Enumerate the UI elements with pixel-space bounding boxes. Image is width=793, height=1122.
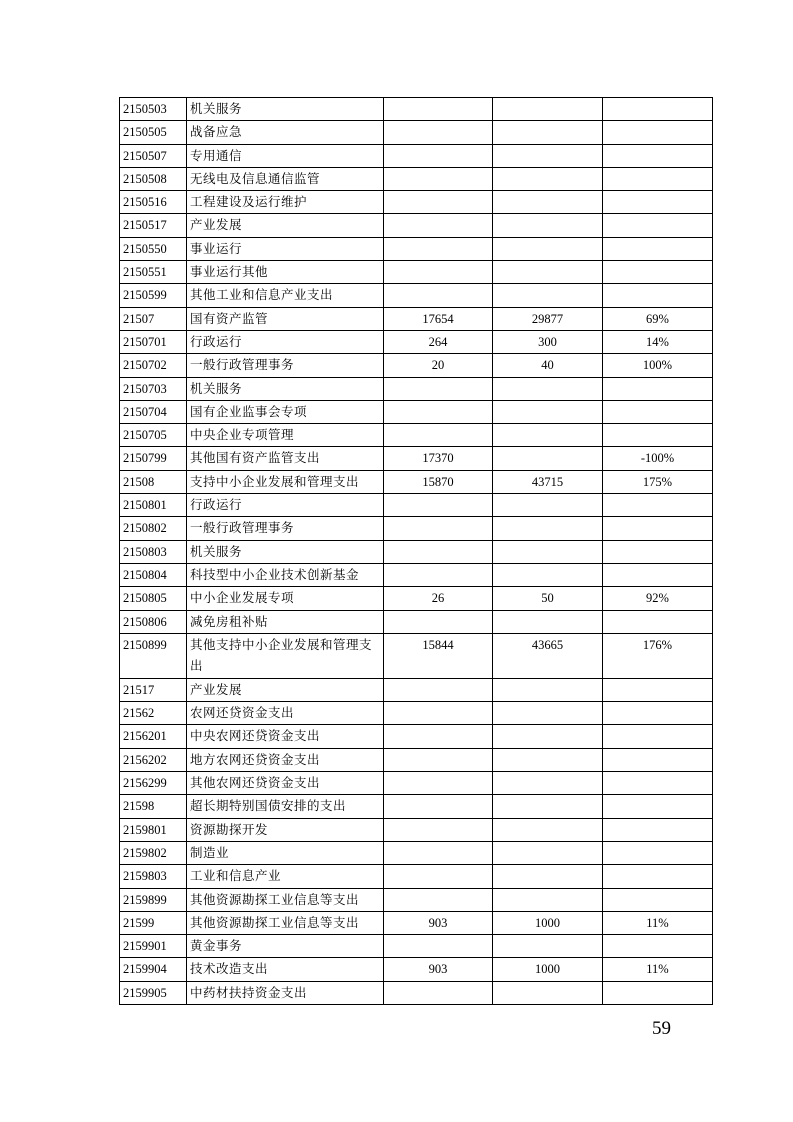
table-row	[120, 98, 713, 121]
row-percent	[603, 563, 713, 586]
table-row	[120, 702, 713, 725]
row-value-2: 40	[493, 354, 603, 377]
table-row	[120, 540, 713, 563]
row-value-2	[493, 167, 603, 190]
row-code: 2150551	[120, 261, 187, 284]
row-percent	[603, 237, 713, 260]
row-value-1	[384, 494, 493, 517]
row-code: 2156202	[120, 748, 187, 771]
row-value-2	[493, 540, 603, 563]
row-value-2	[493, 284, 603, 307]
row-name: 机关服务	[187, 98, 384, 121]
table-row	[120, 610, 713, 633]
table-row	[120, 795, 713, 818]
row-name: 中药材扶持资金支出	[187, 981, 384, 1004]
row-value-1	[384, 772, 493, 795]
row-code: 2150702	[120, 354, 187, 377]
row-code: 2156201	[120, 725, 187, 748]
table-row	[120, 865, 713, 888]
row-value-1	[384, 610, 493, 633]
row-name: 科技型中小企业技术创新基金	[187, 563, 384, 586]
table-row	[120, 888, 713, 911]
row-percent: 92%	[603, 587, 713, 610]
row-value-1	[384, 121, 493, 144]
row-value-2	[493, 841, 603, 864]
row-name: 其他资源勘探工业信息等支出	[187, 911, 384, 934]
table-row	[120, 678, 713, 701]
row-value-1	[384, 424, 493, 447]
row-value-1	[384, 678, 493, 701]
row-value-1	[384, 818, 493, 841]
row-percent	[603, 818, 713, 841]
table-row	[120, 587, 713, 610]
row-value-2	[493, 447, 603, 470]
table-row	[120, 330, 713, 353]
row-value-2	[493, 818, 603, 841]
row-value-1: 17654	[384, 307, 493, 330]
row-percent: 69%	[603, 307, 713, 330]
row-value-2	[493, 494, 603, 517]
row-value-2	[493, 261, 603, 284]
page-number: 59	[652, 1018, 671, 1039]
row-name: 专用通信	[187, 144, 384, 167]
row-name: 中央农网还贷资金支出	[187, 725, 384, 748]
row-value-1	[384, 725, 493, 748]
row-code: 2150803	[120, 540, 187, 563]
table-row	[120, 470, 713, 493]
row-value-1: 264	[384, 330, 493, 353]
row-value-2	[493, 400, 603, 423]
row-value-1	[384, 981, 493, 1004]
row-name: 事业运行其他	[187, 261, 384, 284]
row-percent: 11%	[603, 911, 713, 934]
row-name: 其他工业和信息产业支出	[187, 284, 384, 307]
row-value-1: 26	[384, 587, 493, 610]
row-value-2	[493, 725, 603, 748]
row-value-1	[384, 841, 493, 864]
table-row	[120, 633, 713, 678]
row-code: 21598	[120, 795, 187, 818]
row-percent	[603, 98, 713, 121]
row-code: 2150516	[120, 191, 187, 214]
row-value-2	[493, 772, 603, 795]
row-code: 21562	[120, 702, 187, 725]
row-value-2	[493, 424, 603, 447]
row-value-2: 50	[493, 587, 603, 610]
row-percent	[603, 144, 713, 167]
row-value-1	[384, 191, 493, 214]
row-percent	[603, 214, 713, 237]
table-row	[120, 144, 713, 167]
row-value-1	[384, 167, 493, 190]
row-percent	[603, 865, 713, 888]
row-value-1: 17370	[384, 447, 493, 470]
row-code: 2150503	[120, 98, 187, 121]
row-value-2	[493, 748, 603, 771]
row-code: 2159901	[120, 935, 187, 958]
row-value-2	[493, 702, 603, 725]
row-percent	[603, 377, 713, 400]
row-value-2	[493, 795, 603, 818]
row-value-2	[493, 981, 603, 1004]
row-name: 中小企业发展专项	[187, 587, 384, 610]
table-row	[120, 517, 713, 540]
row-code: 2150703	[120, 377, 187, 400]
row-value-1: 903	[384, 911, 493, 934]
row-percent	[603, 424, 713, 447]
table-row	[120, 841, 713, 864]
row-code: 2150899	[120, 633, 187, 678]
row-name: 国有企业监事会专项	[187, 400, 384, 423]
row-percent	[603, 935, 713, 958]
table-row	[120, 725, 713, 748]
row-value-2	[493, 935, 603, 958]
table-row	[120, 400, 713, 423]
row-name: 行政运行	[187, 494, 384, 517]
row-code: 2150805	[120, 587, 187, 610]
row-value-2	[493, 121, 603, 144]
row-percent	[603, 725, 713, 748]
table-row	[120, 494, 713, 517]
row-value-2	[493, 865, 603, 888]
budget-table	[119, 97, 713, 1005]
row-name: 其他资源勘探工业信息等支出	[187, 888, 384, 911]
table-row	[120, 911, 713, 934]
row-percent	[603, 888, 713, 911]
row-percent	[603, 702, 713, 725]
table-row	[120, 284, 713, 307]
row-name: 中央企业专项管理	[187, 424, 384, 447]
row-value-2	[493, 888, 603, 911]
row-name: 工业和信息产业	[187, 865, 384, 888]
row-code: 21599	[120, 911, 187, 934]
row-name: 产业发展	[187, 678, 384, 701]
row-value-1	[384, 284, 493, 307]
row-code: 21508	[120, 470, 187, 493]
row-value-1: 15870	[384, 470, 493, 493]
row-code: 2150701	[120, 330, 187, 353]
row-value-1	[384, 748, 493, 771]
row-code: 2150550	[120, 237, 187, 260]
row-value-1	[384, 795, 493, 818]
table-row	[120, 748, 713, 771]
row-percent	[603, 748, 713, 771]
row-name: 制造业	[187, 841, 384, 864]
row-name: 战备应急	[187, 121, 384, 144]
row-value-2: 1000	[493, 958, 603, 981]
row-value-2	[493, 191, 603, 214]
row-code: 2159904	[120, 958, 187, 981]
table-row	[120, 447, 713, 470]
table-row	[120, 981, 713, 1004]
row-value-2	[493, 563, 603, 586]
row-code: 2159801	[120, 818, 187, 841]
row-code: 2159899	[120, 888, 187, 911]
row-value-2: 43715	[493, 470, 603, 493]
row-percent	[603, 191, 713, 214]
row-name: 黄金事务	[187, 935, 384, 958]
table-row	[120, 307, 713, 330]
row-percent	[603, 540, 713, 563]
table-row	[120, 935, 713, 958]
row-code: 2150801	[120, 494, 187, 517]
row-name: 资源勘探开发	[187, 818, 384, 841]
row-code: 2150806	[120, 610, 187, 633]
row-value-1	[384, 144, 493, 167]
row-code: 2150802	[120, 517, 187, 540]
row-value-1	[384, 540, 493, 563]
row-code: 2159803	[120, 865, 187, 888]
row-percent	[603, 121, 713, 144]
row-code: 21507	[120, 307, 187, 330]
row-percent	[603, 678, 713, 701]
row-value-1	[384, 214, 493, 237]
row-value-1: 903	[384, 958, 493, 981]
row-name: 工程建设及运行维护	[187, 191, 384, 214]
row-code: 2150705	[120, 424, 187, 447]
row-code: 21517	[120, 678, 187, 701]
row-percent: 100%	[603, 354, 713, 377]
table-row	[120, 237, 713, 260]
row-value-2	[493, 377, 603, 400]
row-name: 减免房租补贴	[187, 610, 384, 633]
row-percent	[603, 795, 713, 818]
row-value-1	[384, 935, 493, 958]
row-percent: 11%	[603, 958, 713, 981]
row-name: 其他支持中小企业发展和管理支出	[187, 633, 384, 678]
row-code: 2150804	[120, 563, 187, 586]
table-row	[120, 191, 713, 214]
row-percent: 175%	[603, 470, 713, 493]
row-value-1	[384, 261, 493, 284]
row-code: 2150508	[120, 167, 187, 190]
row-value-2	[493, 144, 603, 167]
row-name: 其他农网还贷资金支出	[187, 772, 384, 795]
row-name: 机关服务	[187, 377, 384, 400]
row-percent	[603, 400, 713, 423]
row-value-2	[493, 678, 603, 701]
row-percent	[603, 981, 713, 1004]
row-value-2: 300	[493, 330, 603, 353]
row-percent	[603, 772, 713, 795]
table-row	[120, 377, 713, 400]
table-row	[120, 354, 713, 377]
row-value-2: 43665	[493, 633, 603, 678]
row-value-2	[493, 214, 603, 237]
table-row	[120, 167, 713, 190]
row-value-1	[384, 702, 493, 725]
row-value-1	[384, 377, 493, 400]
row-code: 2150599	[120, 284, 187, 307]
row-percent	[603, 517, 713, 540]
row-name: 国有资产监管	[187, 307, 384, 330]
row-value-1	[384, 517, 493, 540]
row-value-1: 15844	[384, 633, 493, 678]
row-name: 一般行政管理事务	[187, 354, 384, 377]
row-value-1	[384, 400, 493, 423]
row-name: 地方农网还贷资金支出	[187, 748, 384, 771]
row-percent	[603, 494, 713, 517]
row-name: 无线电及信息通信监管	[187, 167, 384, 190]
row-code: 2150505	[120, 121, 187, 144]
row-percent	[603, 284, 713, 307]
row-value-2	[493, 237, 603, 260]
row-name: 机关服务	[187, 540, 384, 563]
row-name: 技术改造支出	[187, 958, 384, 981]
row-value-2	[493, 610, 603, 633]
row-percent: -100%	[603, 447, 713, 470]
row-value-1	[384, 865, 493, 888]
table-row	[120, 958, 713, 981]
table-row	[120, 261, 713, 284]
row-percent: 14%	[603, 330, 713, 353]
row-code: 2150799	[120, 447, 187, 470]
row-value-2: 1000	[493, 911, 603, 934]
row-value-1	[384, 98, 493, 121]
row-value-1	[384, 888, 493, 911]
row-code: 2150517	[120, 214, 187, 237]
table-row	[120, 214, 713, 237]
row-percent	[603, 610, 713, 633]
row-name: 农网还贷资金支出	[187, 702, 384, 725]
row-value-2	[493, 98, 603, 121]
table-body	[120, 98, 713, 1005]
table-row	[120, 563, 713, 586]
row-percent: 176%	[603, 633, 713, 678]
row-percent	[603, 261, 713, 284]
row-code: 2156299	[120, 772, 187, 795]
row-percent	[603, 167, 713, 190]
row-code: 2150704	[120, 400, 187, 423]
table-row	[120, 772, 713, 795]
row-name: 产业发展	[187, 214, 384, 237]
row-name: 行政运行	[187, 330, 384, 353]
row-value-1	[384, 563, 493, 586]
row-code: 2159905	[120, 981, 187, 1004]
row-name: 一般行政管理事务	[187, 517, 384, 540]
row-name: 支持中小企业发展和管理支出	[187, 470, 384, 493]
row-value-2: 29877	[493, 307, 603, 330]
row-code: 2159802	[120, 841, 187, 864]
row-name: 其他国有资产监管支出	[187, 447, 384, 470]
row-name: 超长期特别国债安排的支出	[187, 795, 384, 818]
table-row	[120, 818, 713, 841]
table-row	[120, 424, 713, 447]
row-code: 2150507	[120, 144, 187, 167]
row-name: 事业运行	[187, 237, 384, 260]
row-value-1	[384, 237, 493, 260]
row-percent	[603, 841, 713, 864]
row-value-2	[493, 517, 603, 540]
table-row	[120, 121, 713, 144]
row-value-1: 20	[384, 354, 493, 377]
